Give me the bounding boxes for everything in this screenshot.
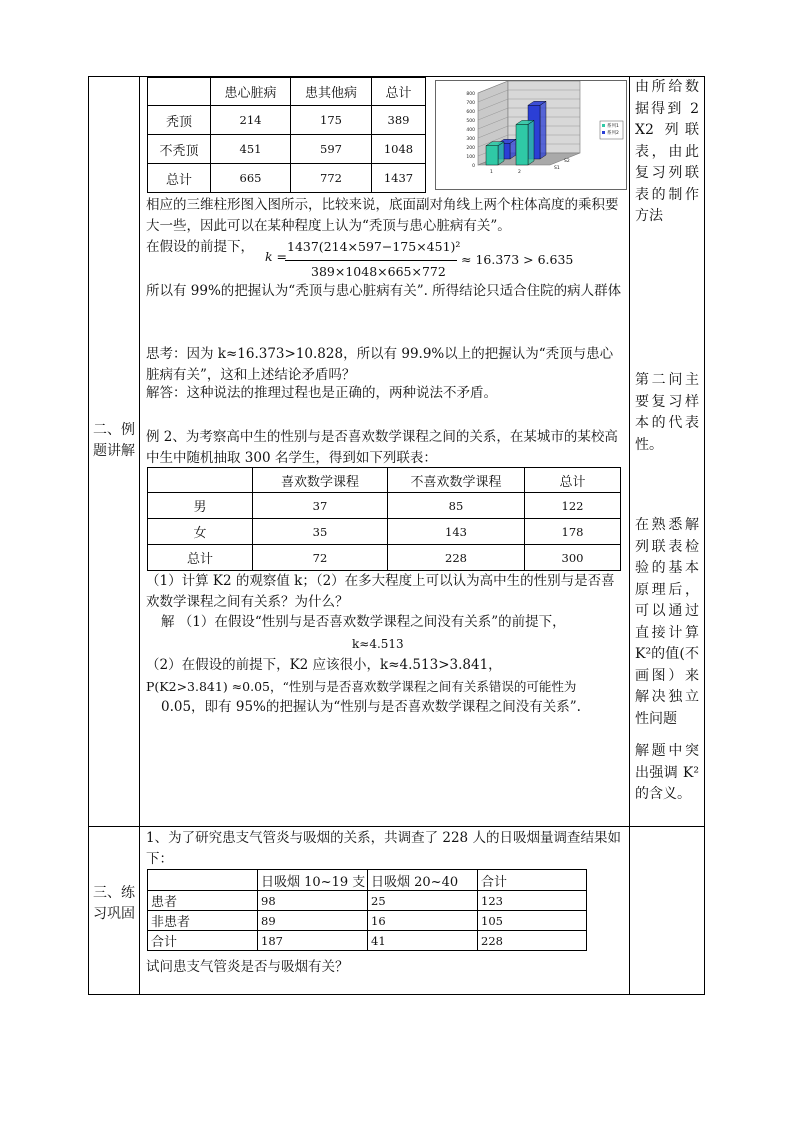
paragraph-practice-prompt: 试问患支气管炎是否与吸烟有关？ (146, 959, 349, 975)
table-header-cell (148, 468, 253, 493)
table-row-label: 非患者 (148, 911, 258, 931)
column-divider (139, 77, 140, 994)
table-header-cell: 合计 (478, 870, 587, 891)
table-header-cell: 日吸烟 20~40 (368, 870, 478, 891)
table-header-cell: 喜欢数学课程 (253, 468, 388, 493)
table-cell: 228 (478, 931, 587, 951)
chart-y-tick-label: 500 (466, 119, 475, 124)
formula-result: ≈ 16.373 > 6.635 (461, 252, 574, 267)
legend-label: 系列1 (607, 124, 619, 129)
table-cell: 175 (291, 106, 372, 135)
teaching-note-2: 第二问主要复习样本的代表性。 (635, 372, 699, 453)
chart-bar (516, 120, 534, 165)
table-header-cell: 患其他病 (291, 78, 372, 106)
table-cell: 25 (368, 891, 478, 911)
teaching-note-4: 解题中突出强调 K²的含义。 (635, 743, 699, 802)
table-cell: 89 (258, 911, 368, 931)
table-header-cell: 总计 (372, 78, 426, 106)
chart-y-tick-label: 0 (472, 164, 475, 169)
table-cell: 300 (525, 545, 621, 571)
paragraph-probability: P(K2>3.841) ≈0.05，“性别与是否喜欢数学课程之间有关系错误的可能性为 (146, 679, 577, 694)
bar-side-face (528, 120, 534, 165)
section-label-examples: 二、例题讲解 (93, 422, 135, 459)
paragraph-solution-2: （2）在假设的前提下，K2 应该很小，k≈4.513>3.841， (146, 657, 502, 673)
table-cell: 665 (211, 164, 291, 193)
table-header-cell (148, 870, 258, 891)
paragraph-final-conclusion: 0.05，即有 95%的把握认为“性别与是否喜欢数学课程之间没有关系”. (161, 699, 581, 715)
chart-y-tick-label: 100 (466, 155, 475, 160)
table-row-label: 总计 (148, 164, 211, 193)
formula-numerator: 1437(214×597−175×451)² (287, 239, 461, 254)
table-cell: 389 (372, 106, 426, 135)
legend-swatch (602, 124, 605, 127)
table-row-label: 女 (148, 519, 253, 545)
table-cell: 16 (368, 911, 478, 931)
table-cell: 178 (525, 519, 621, 545)
chart-bar (486, 142, 504, 165)
chart-y-tick-label: 600 (466, 110, 475, 115)
chart-y-tick-label: 700 (466, 101, 475, 106)
ex1-contingency-table (147, 77, 426, 193)
chart-y-tick-label: 200 (466, 146, 475, 151)
table-row-label: 男 (148, 493, 253, 519)
paragraph-solution-1: 解 （1）在假设“性别与是否喜欢数学课程之间没有关系”的前提下， (161, 614, 566, 630)
paragraph-thinking-question: 思考：因为 k≈16.373>10.828，所以有 99.9%以上的把握认为“秃顶与患心脏病有关”，这和上述结论矛盾吗？ (146, 346, 614, 383)
table-cell: 72 (253, 545, 388, 571)
table-row-label: 合计 (148, 931, 258, 951)
chart-y-tick-label: 800 (466, 92, 475, 97)
table-cell: 214 (211, 106, 291, 135)
table-cell: 98 (258, 891, 368, 911)
table-cell: 451 (211, 135, 291, 164)
teaching-note-1: 由所给数据得到 2X2 列联表，由此复习列联表的制作方法 (635, 79, 699, 224)
bar-front-face (516, 124, 528, 165)
table-cell: 1048 (372, 135, 426, 164)
formula-k-symbol: k = (265, 249, 288, 264)
paragraph-questions: （1）计算 K2 的观察值 k；（2）在多大程度上可以认为高中生的性别与是否喜欢数学课程之间有关系？为什么？ (146, 573, 615, 610)
lesson-table (88, 76, 705, 995)
table-row-label: 秃顶 (148, 106, 211, 135)
legend-swatch (602, 131, 605, 134)
practice-table (147, 869, 587, 951)
chart-depth-tick-label: S1 (554, 166, 560, 171)
paragraph-assumption: 在假设的前提下， (146, 239, 254, 255)
table-row-label: 总计 (148, 545, 253, 571)
table-cell: 35 (253, 519, 388, 545)
chart-canvas (436, 81, 626, 189)
table-cell: 772 (291, 164, 372, 193)
teaching-note-3: 在熟悉解列联表检验的基本原理后，可以通过直接计算 K²的值(不画图）来解决独立性问题 (635, 517, 699, 727)
chart-depth-tick-label: S2 (564, 159, 570, 164)
section-label-practice: 三、练习巩固 (93, 885, 135, 922)
table-cell: 37 (253, 493, 388, 519)
table-cell: 123 (478, 891, 587, 911)
ex2-contingency-table (147, 467, 621, 571)
paragraph-k-value: k≈4.513 (352, 637, 404, 651)
bar-chart-3d (435, 80, 627, 190)
table-cell: 597 (291, 135, 372, 164)
fraction-bar (285, 260, 457, 261)
table-header-cell (148, 78, 211, 106)
bar-side-face (540, 101, 546, 159)
table-header-cell: 总计 (525, 468, 621, 493)
table-cell: 187 (258, 931, 368, 951)
chart-y-tick-label: 400 (466, 128, 475, 133)
table-cell: 105 (478, 911, 587, 931)
paragraph-chart-explanation: 相应的三维柱形图入图所示，比较来说，底面副对角线上两个柱体高度的乘积要大一些，因此可以在某种程度上认为“秃顶与患心脏病有关”。 (146, 197, 619, 234)
table-cell: 228 (388, 545, 525, 571)
table-header-cell: 日吸烟 10~19 支 (258, 870, 368, 891)
table-row-label: 患者 (148, 891, 258, 911)
chart-x-tick-label: 1 (490, 170, 493, 175)
table-cell: 143 (388, 519, 525, 545)
paragraph-answer: 解答：这种说法的推理过程也是正确的，两种说法不矛盾。 (146, 385, 497, 401)
table-cell: 122 (525, 493, 621, 519)
table-cell: 85 (388, 493, 525, 519)
table-header-cell: 不喜欢数学课程 (388, 468, 525, 493)
paragraph-conclusion: 所以有 99%的把握认为“秃顶与患心脏病有关”. 所得结论只适合住院的病人群体 (146, 283, 622, 299)
legend-label: 系列2 (607, 131, 619, 136)
bar-front-face (486, 146, 498, 165)
formula-denominator: 389×1048×665×772 (311, 264, 446, 279)
paragraph-practice-question: 1、为了研究患支气管炎与吸烟的关系，共调查了 228 人的日吸烟量调查结果如下： (146, 830, 621, 867)
table-header-cell: 患心脏病 (211, 78, 291, 106)
chart-y-tick-label: 300 (466, 137, 475, 142)
table-cell: 1437 (372, 164, 426, 193)
column-divider (629, 77, 630, 994)
chart-x-tick-label: 2 (518, 170, 521, 175)
table-cell: 41 (368, 931, 478, 951)
paragraph-example-2: 例 2、为考察高中生的性别与是否喜欢数学课程之间的关系，在某城市的某校高中生中随机抽取 300 名学生，得到如下列联表： (146, 429, 618, 466)
table-row-label: 不秃顶 (148, 135, 211, 164)
row-divider (89, 826, 704, 827)
